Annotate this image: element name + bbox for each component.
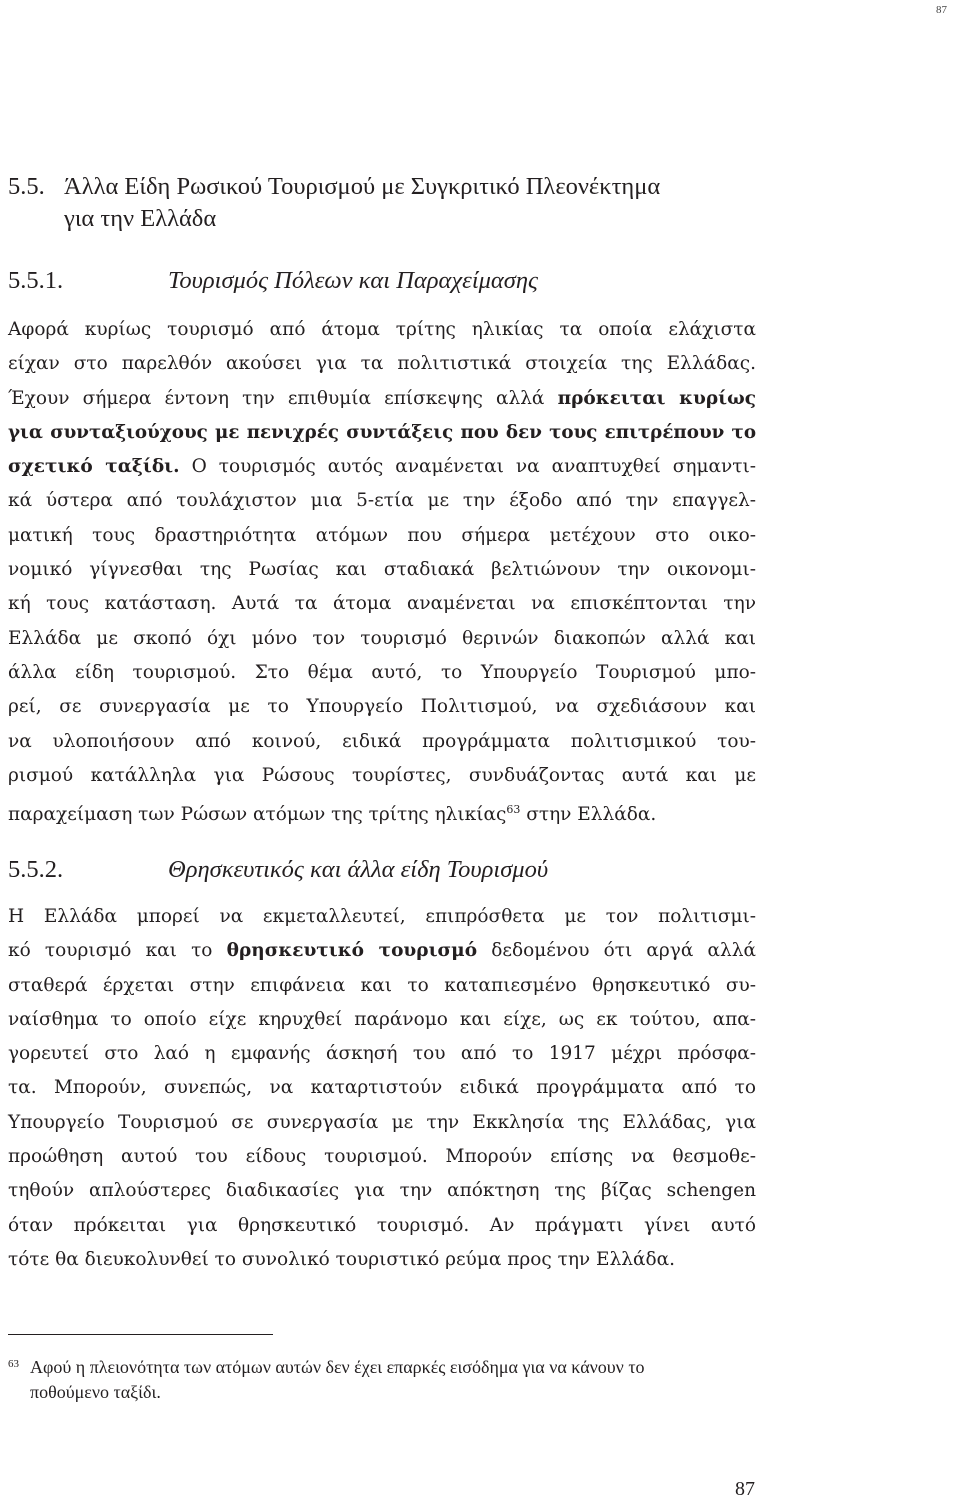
subsection-2-body [8, 900, 756, 1277]
body-line [8, 934, 756, 968]
body-line: είχαν στο παρελθόν ακούσει για τα πολιτιστικά στοιχεία της Ελλάδας. [8, 353, 756, 375]
body-line: γορευτεί στο λαό η εμφανής άσκησή του από το 1917 μέχρι πρόσφα- [8, 1043, 756, 1065]
body-line [8, 450, 756, 484]
body-line [8, 793, 756, 827]
subsection-2-number: 5.5.2. [8, 856, 64, 883]
body-line: Υπουργείο Τουρισμού σε συνεργασία με την Εκκλησία της Ελλάδας, για [8, 1111, 756, 1133]
bold-text: σχετικό ταξίδι. [8, 456, 180, 478]
subsection-1-number: 5.5.1. [8, 267, 64, 294]
body-text: στην Ελλάδα. [520, 804, 657, 826]
section-heading [8, 171, 938, 235]
body-line [8, 416, 756, 450]
section-number: 5.5. [8, 173, 45, 200]
body-line [8, 382, 756, 416]
body-line: σταθερά έρχεται στην επιφάνεια και το καταπιεσμένο θρησκευτικό συ- [8, 974, 756, 996]
body-line: Ελλάδα με σκοπό όχι μόνο τον τουρισμό θερινών διακοπών αλλά και [8, 627, 756, 649]
footnote [8, 1352, 758, 1405]
subsection-2-heading [8, 855, 548, 885]
footnote-divider [8, 1334, 273, 1335]
body-line: προώθηση αυτού του είδους τουρισμού. Μπορούν επίσης να θεσμοθε- [8, 1146, 756, 1168]
body-line: Αφορά κυρίως τουρισμό από άτομα τρίτης ηλικίας τα οποία ελάχιστα [8, 319, 756, 340]
body-line: να υλοποιήσουν από κοινού, ειδικά προγράμματα πολιτισμικού του- [8, 730, 756, 752]
body-line: κή τους κατάσταση. Αυτά τα άτομα αναμένεται να επισκέπτονται την [8, 593, 756, 615]
section-title-line-2: για την Ελλάδα [64, 205, 217, 232]
body-text: κό τουρισμό και το [8, 940, 227, 962]
footnote-line-1: Αφού η πλειονότητα των ατόμων αυτών δεν έχει επαρκές εισόδημα για να κάνουν το [30, 1357, 645, 1377]
section-title-line-1: Άλλα Είδη Ρωσικού Τουρισμού με Συγκριτικό Πλεονέκτημα [64, 173, 661, 200]
body-line: τηθούν απλούστερες διαδικασίες για την απόκτηση της βίζας schengen [8, 1180, 756, 1202]
subsection-1-body [8, 313, 756, 827]
footer-page-number: 87 [735, 1478, 755, 1500]
body-line: όταν πρόκειται για θρησκευτικό τουρισμό. Αν πράγματι γίνει αυτό [8, 1214, 756, 1236]
body-text: δεδομένου ότι αργά αλλά [477, 940, 756, 962]
header-page-number: 87 [936, 4, 947, 16]
body-line: τότε θα διευκολυνθεί το συνολικό τουριστικό ρεύμα προς την Ελλάδα. [8, 1248, 676, 1270]
body-text: παραχείμαση των Ρώσων ατόμων της τρίτης ηλικίας [8, 804, 507, 826]
body-line: νομικό γίγνεσθαι της Ρωσίας και σταδιακά βελτιώνουν την οικονομι- [8, 559, 756, 581]
body-line: ρισμού κατάλληλα για Ρώσους τουρίστες, συνδυάζοντας αυτά και με [8, 764, 756, 786]
bold-text: πρόκειται κυρίως [557, 387, 756, 409]
body-line: Η Ελλάδα μπορεί να εκμεταλλευτεί, επιπρόσθετα με τον πολιτισμι- [8, 906, 756, 927]
footnote-reference: 63 [506, 803, 521, 817]
subsection-1-heading [8, 266, 538, 296]
body-line: ρεί, σε συνεργασία με το Υπουργείο Πολιτισμού, να σχεδιάσουν και [8, 696, 756, 718]
body-line: ματική τους δραστηριότητα ατόμων που σήμερα μετέχουν στο οικο- [8, 524, 756, 546]
body-line: κά ύστερα από τουλάχιστον μια 5-ετία με την έξοδο από την επαγγελ- [8, 490, 756, 512]
footnote-line-2: ποθούμενο ταξίδι. [30, 1382, 161, 1402]
bold-text: για συνταξιούχους με πενιχρές συντάξεις που δεν τους επιτρέπουν το [8, 421, 756, 443]
body-line: τα. Μπορούν, συνεπώς, να καταρτιστούν ειδικά προγράμματα από το [8, 1077, 756, 1099]
body-text: Ο τουρισμός αυτός αναμένεται να αναπτυχθεί σημαντι- [179, 456, 756, 478]
bold-text: θρησκευτικό τουρισμό [226, 940, 478, 962]
subsection-2-title: Θρησκευτικός και άλλα είδη Τουρισμού [168, 856, 549, 883]
body-text: Έχουν σήμερα έντονη την επιθυμία επίσκεψης αλλά [8, 387, 558, 409]
footnote-mark: 63 [8, 1358, 19, 1370]
subsection-1-title: Τουρισμός Πόλεων και Παραχείμασης [168, 267, 538, 294]
body-line: άλλα είδη τουρισμού. Στο θέμα αυτό, το Υπουργείο Τουρισμού μπο- [8, 661, 756, 683]
body-line: ναίσθημα το οποίο είχε κηρυχθεί παράνομο και είχε, ως εκ τούτου, απα- [8, 1008, 756, 1030]
